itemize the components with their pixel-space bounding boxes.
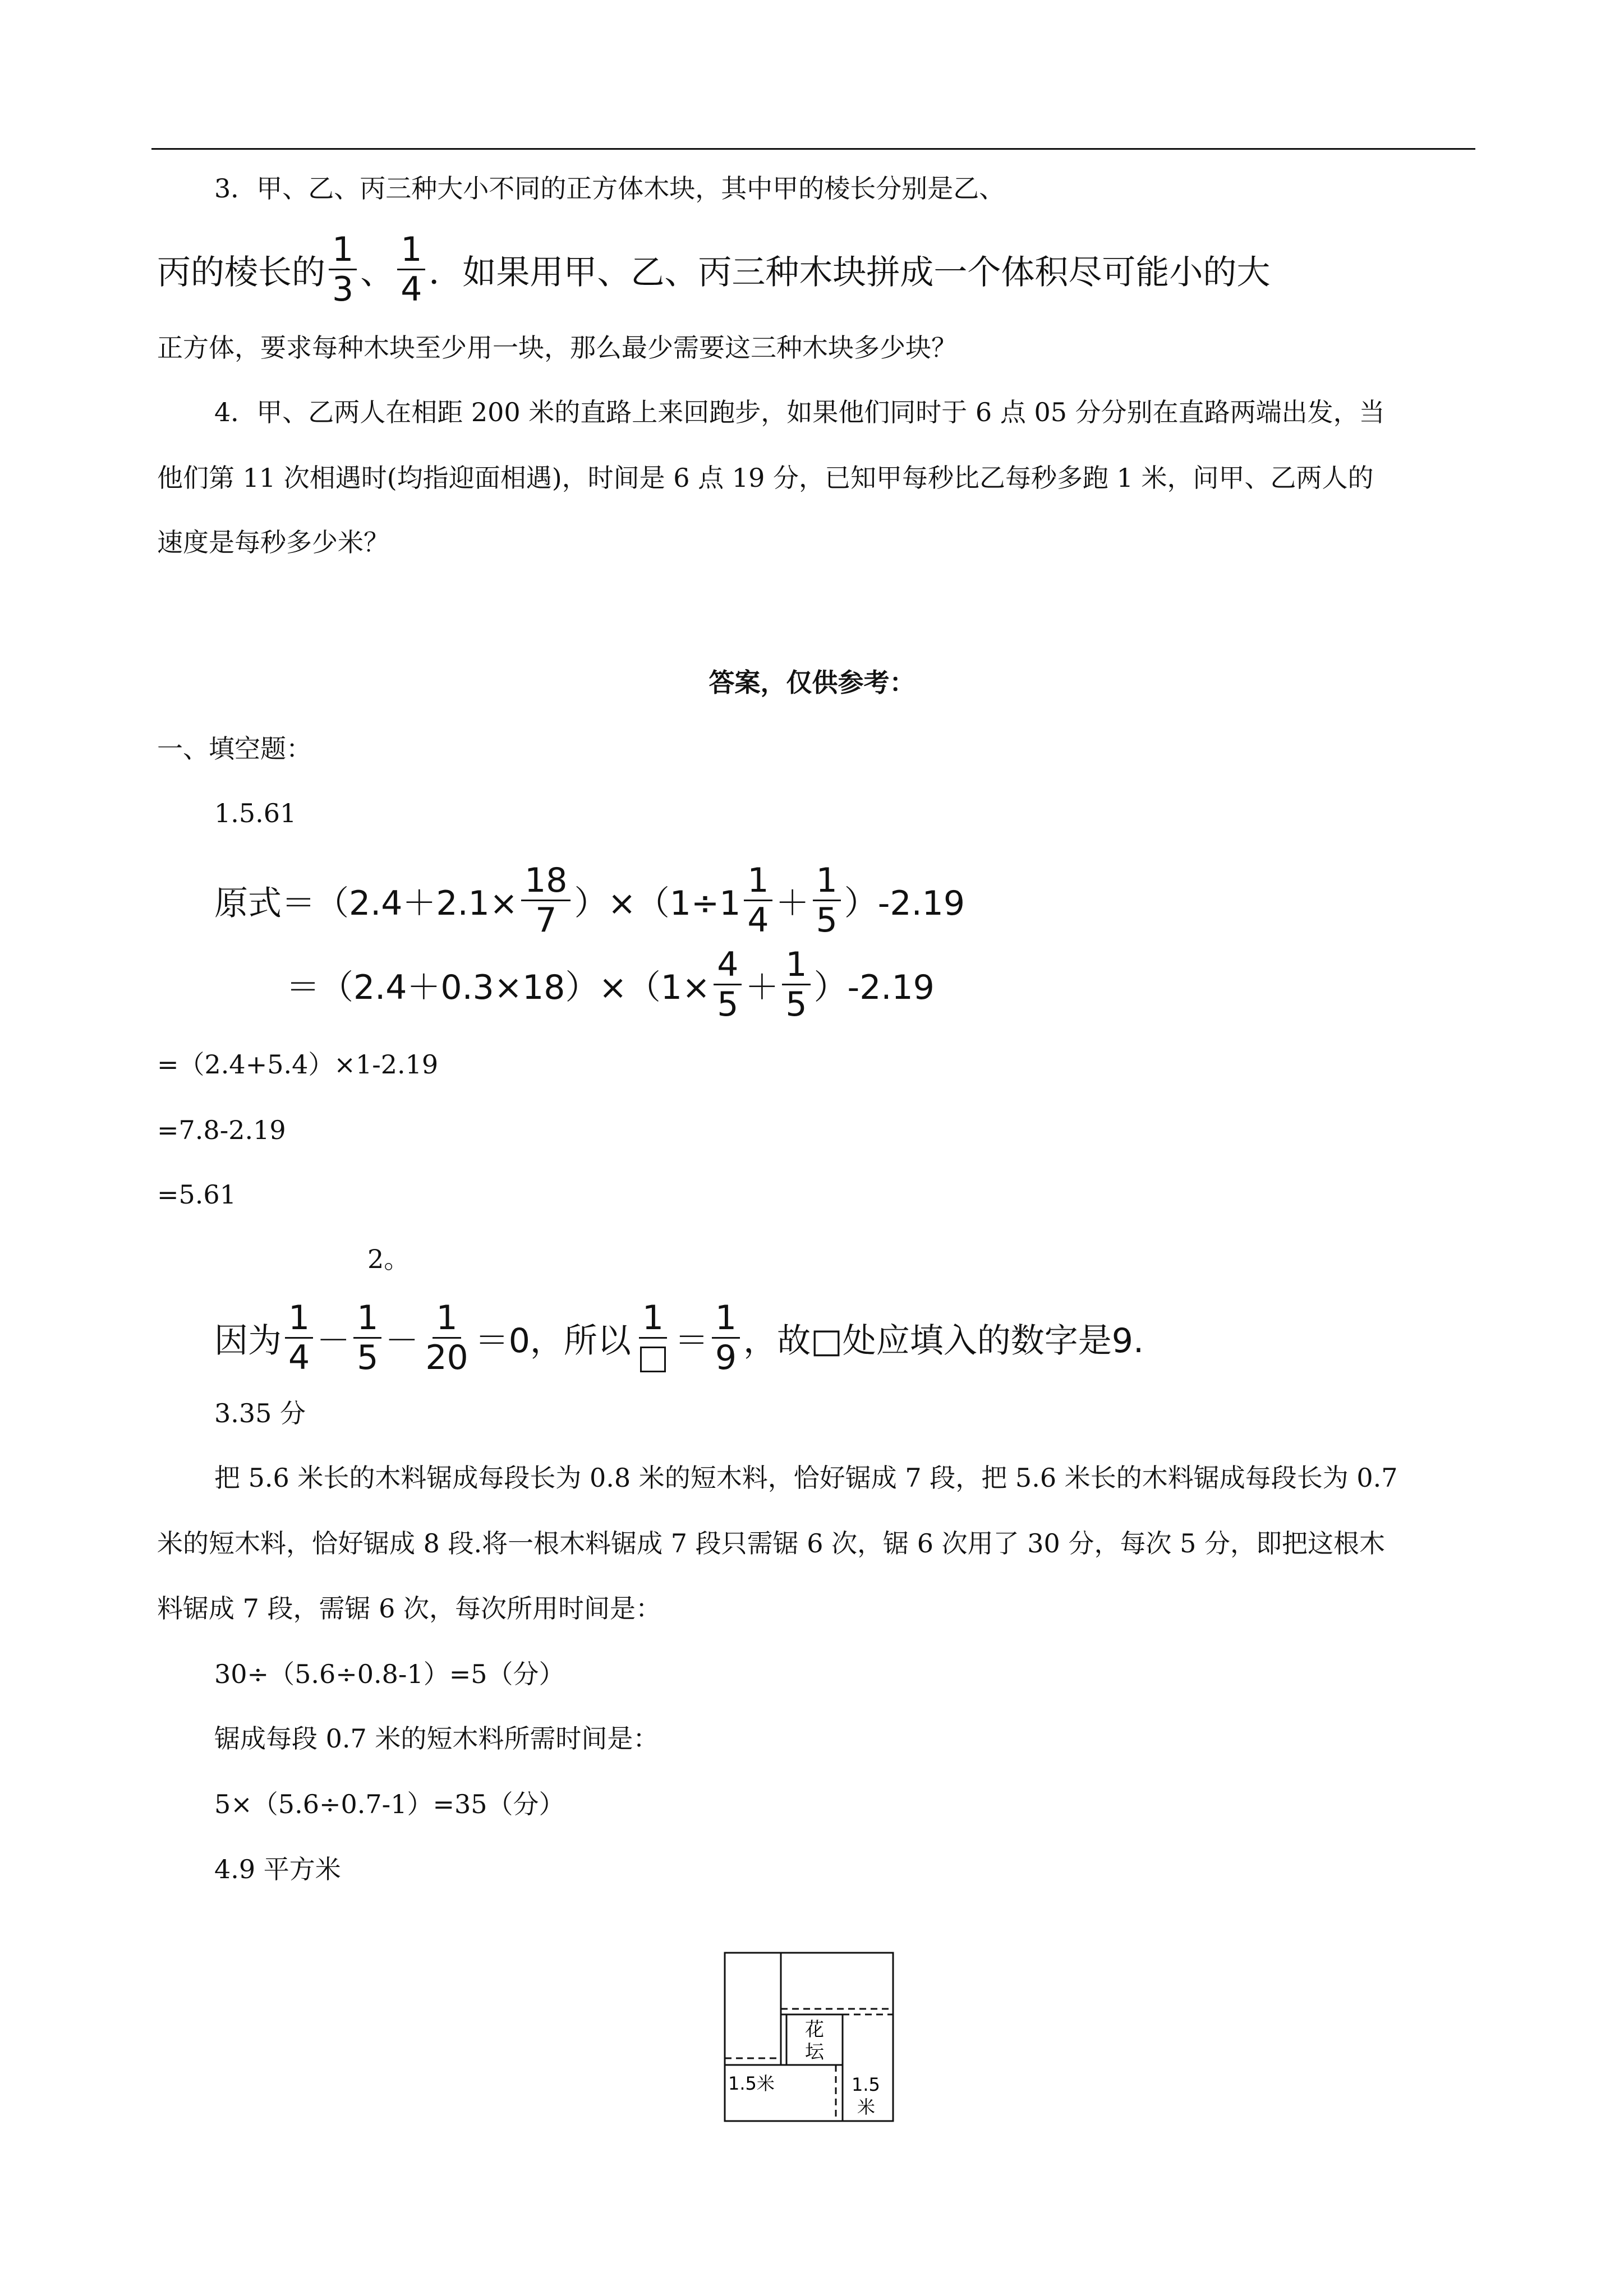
eq-text: ＋	[745, 967, 779, 1007]
eq-text: ＝0，所以	[475, 1321, 631, 1361]
eq-text: ，故□处应填入的数字是9.	[743, 1321, 1144, 1361]
a3-equation-2: 5×（5.6÷0.7-1）=35（分）	[214, 1789, 565, 1819]
frac-num: 1	[712, 1301, 740, 1339]
a3-equation-1: 30÷（5.6÷0.8-1）=5（分）	[214, 1659, 565, 1689]
eq-text: ）-2.19	[844, 883, 965, 923]
fraction	[714, 945, 742, 1024]
q3-fraction-b	[397, 230, 425, 309]
frac-den: 3	[332, 270, 354, 309]
q4-line1: 4．甲、乙两人在相距 200 米的直路上来回跑步，如果他们同时于 6 点 05 分分别在直路两端出发，当	[214, 397, 1385, 427]
frac-num: 1	[639, 1301, 667, 1339]
a3-para-3: 料锯成 7 段，需锯 6 次，每次所用时间是：	[157, 1593, 662, 1624]
frac-num: 1	[353, 1301, 381, 1339]
q3-line3: 正方体，要求每种木块至少用一块，那么最少需要这三种木块多少块？	[157, 333, 957, 363]
frac-den: 5	[816, 901, 838, 940]
a2-head: 2。	[367, 1244, 410, 1274]
flower-bed-diagram	[724, 1952, 898, 2126]
fraction-blank	[634, 1298, 671, 1375]
fraction	[782, 945, 810, 1024]
frac-den: 5	[717, 985, 739, 1024]
answers-title: 答案，仅供参考：	[709, 667, 915, 698]
a3-para-1: 把 5.6 米长的木料锯成每段长为 0.8 米的短木料，恰好锯成 7 段，把 5.6 米长的木料锯成每段长为 0.7	[214, 1463, 1398, 1493]
frac-num: 1	[782, 948, 810, 985]
frac-num: 1	[329, 233, 357, 270]
fraction	[285, 1298, 313, 1377]
eq-text: 因为	[214, 1321, 282, 1361]
frac-num: 1	[813, 864, 841, 901]
frac-den: 4	[401, 270, 422, 309]
frac-den: 5	[357, 1338, 379, 1377]
q3-line2-suffix: ．如果用甲、乙、丙三种木块拼成一个体积尽可能小的大	[429, 252, 1271, 292]
frac-num: 1	[285, 1301, 313, 1339]
square-box-icon	[640, 1347, 666, 1372]
q3-fraction-a	[329, 230, 357, 309]
right-dimension-label-1: 1.5	[852, 2074, 880, 2095]
fraction	[353, 1298, 381, 1377]
flower-label-1: 花	[805, 2018, 824, 2041]
q3-sep: 、	[360, 252, 394, 292]
fraction	[521, 861, 571, 940]
eq-text: ＝（2.4＋0.3×18）×（1×	[286, 967, 711, 1007]
q4-line3: 速度是每秒多少米？	[157, 527, 389, 557]
frac-num: 1	[397, 233, 425, 270]
eq-text: ＝	[674, 1321, 709, 1361]
a2-equation	[214, 1298, 1144, 1377]
fraction	[744, 861, 772, 940]
q4-line2: 他们第 11 次相遇时(均指迎面相遇)，时间是 6 点 19 分，已知甲每秒比乙每秒多跑 1 米，问甲、乙两人的	[157, 463, 1374, 493]
a3-para-2: 米的短木料，恰好锯成 8 段.将一根木料锯成 7 段只需锯 6 次，锯 6 次用了 30 分，每次 5 分，即把这根木	[157, 1528, 1385, 1559]
frac-den: 7	[535, 901, 557, 940]
header-rule	[151, 148, 1475, 150]
q3-line1: 3．甲、乙、丙三种大小不同的正方体木块，其中甲的棱长分别是乙、	[214, 173, 1005, 204]
q3-line2-prefix: 丙的棱长的	[157, 252, 325, 292]
eq-text: 原式＝（2.4＋2.1×	[214, 883, 518, 923]
frac-num: 1	[433, 1301, 461, 1339]
a3-para-4: 锯成每段 0.7 米的短木料所需时间是：	[214, 1723, 659, 1754]
eq-text: －	[316, 1321, 351, 1361]
a1-step-5: =5.61	[157, 1179, 236, 1210]
frac-num: 18	[521, 864, 571, 901]
frac-num: 1	[744, 864, 772, 901]
a4-head: 4.9 平方米	[214, 1854, 341, 1884]
right-dimension-label-2: 米	[857, 2096, 876, 2118]
a1-step-4: =7.8-2.19	[157, 1115, 286, 1145]
fraction	[813, 861, 841, 940]
section-fill-blank: 一、填空题：	[157, 734, 312, 764]
frac-den: 20	[425, 1338, 468, 1377]
fraction	[422, 1298, 471, 1377]
frac-num: 4	[714, 948, 742, 985]
a1-step-3: =（2.4+5.4）×1-2.19	[157, 1049, 439, 1080]
flower-label-2: 坛	[805, 2041, 824, 2063]
blank-box	[634, 1339, 671, 1375]
frac-den: 9	[715, 1338, 737, 1377]
a3-head: 3.35 分	[214, 1398, 306, 1428]
fraction	[712, 1298, 740, 1377]
a1-head: 1.5.61	[214, 798, 297, 828]
frac-den: 5	[785, 985, 807, 1024]
eq-text: ＋	[775, 883, 809, 923]
eq-text: －	[385, 1321, 419, 1361]
eq-text: ）-2.19	[813, 967, 935, 1007]
left-dimension-label: 1.5米	[728, 2073, 775, 2094]
a1-equation-2	[286, 945, 935, 1024]
q3-line2	[157, 230, 1271, 309]
frac-den: 4	[288, 1338, 310, 1377]
eq-text: ）×（1÷1	[574, 883, 741, 923]
frac-den: 4	[747, 901, 769, 940]
a1-equation-1	[214, 861, 965, 940]
